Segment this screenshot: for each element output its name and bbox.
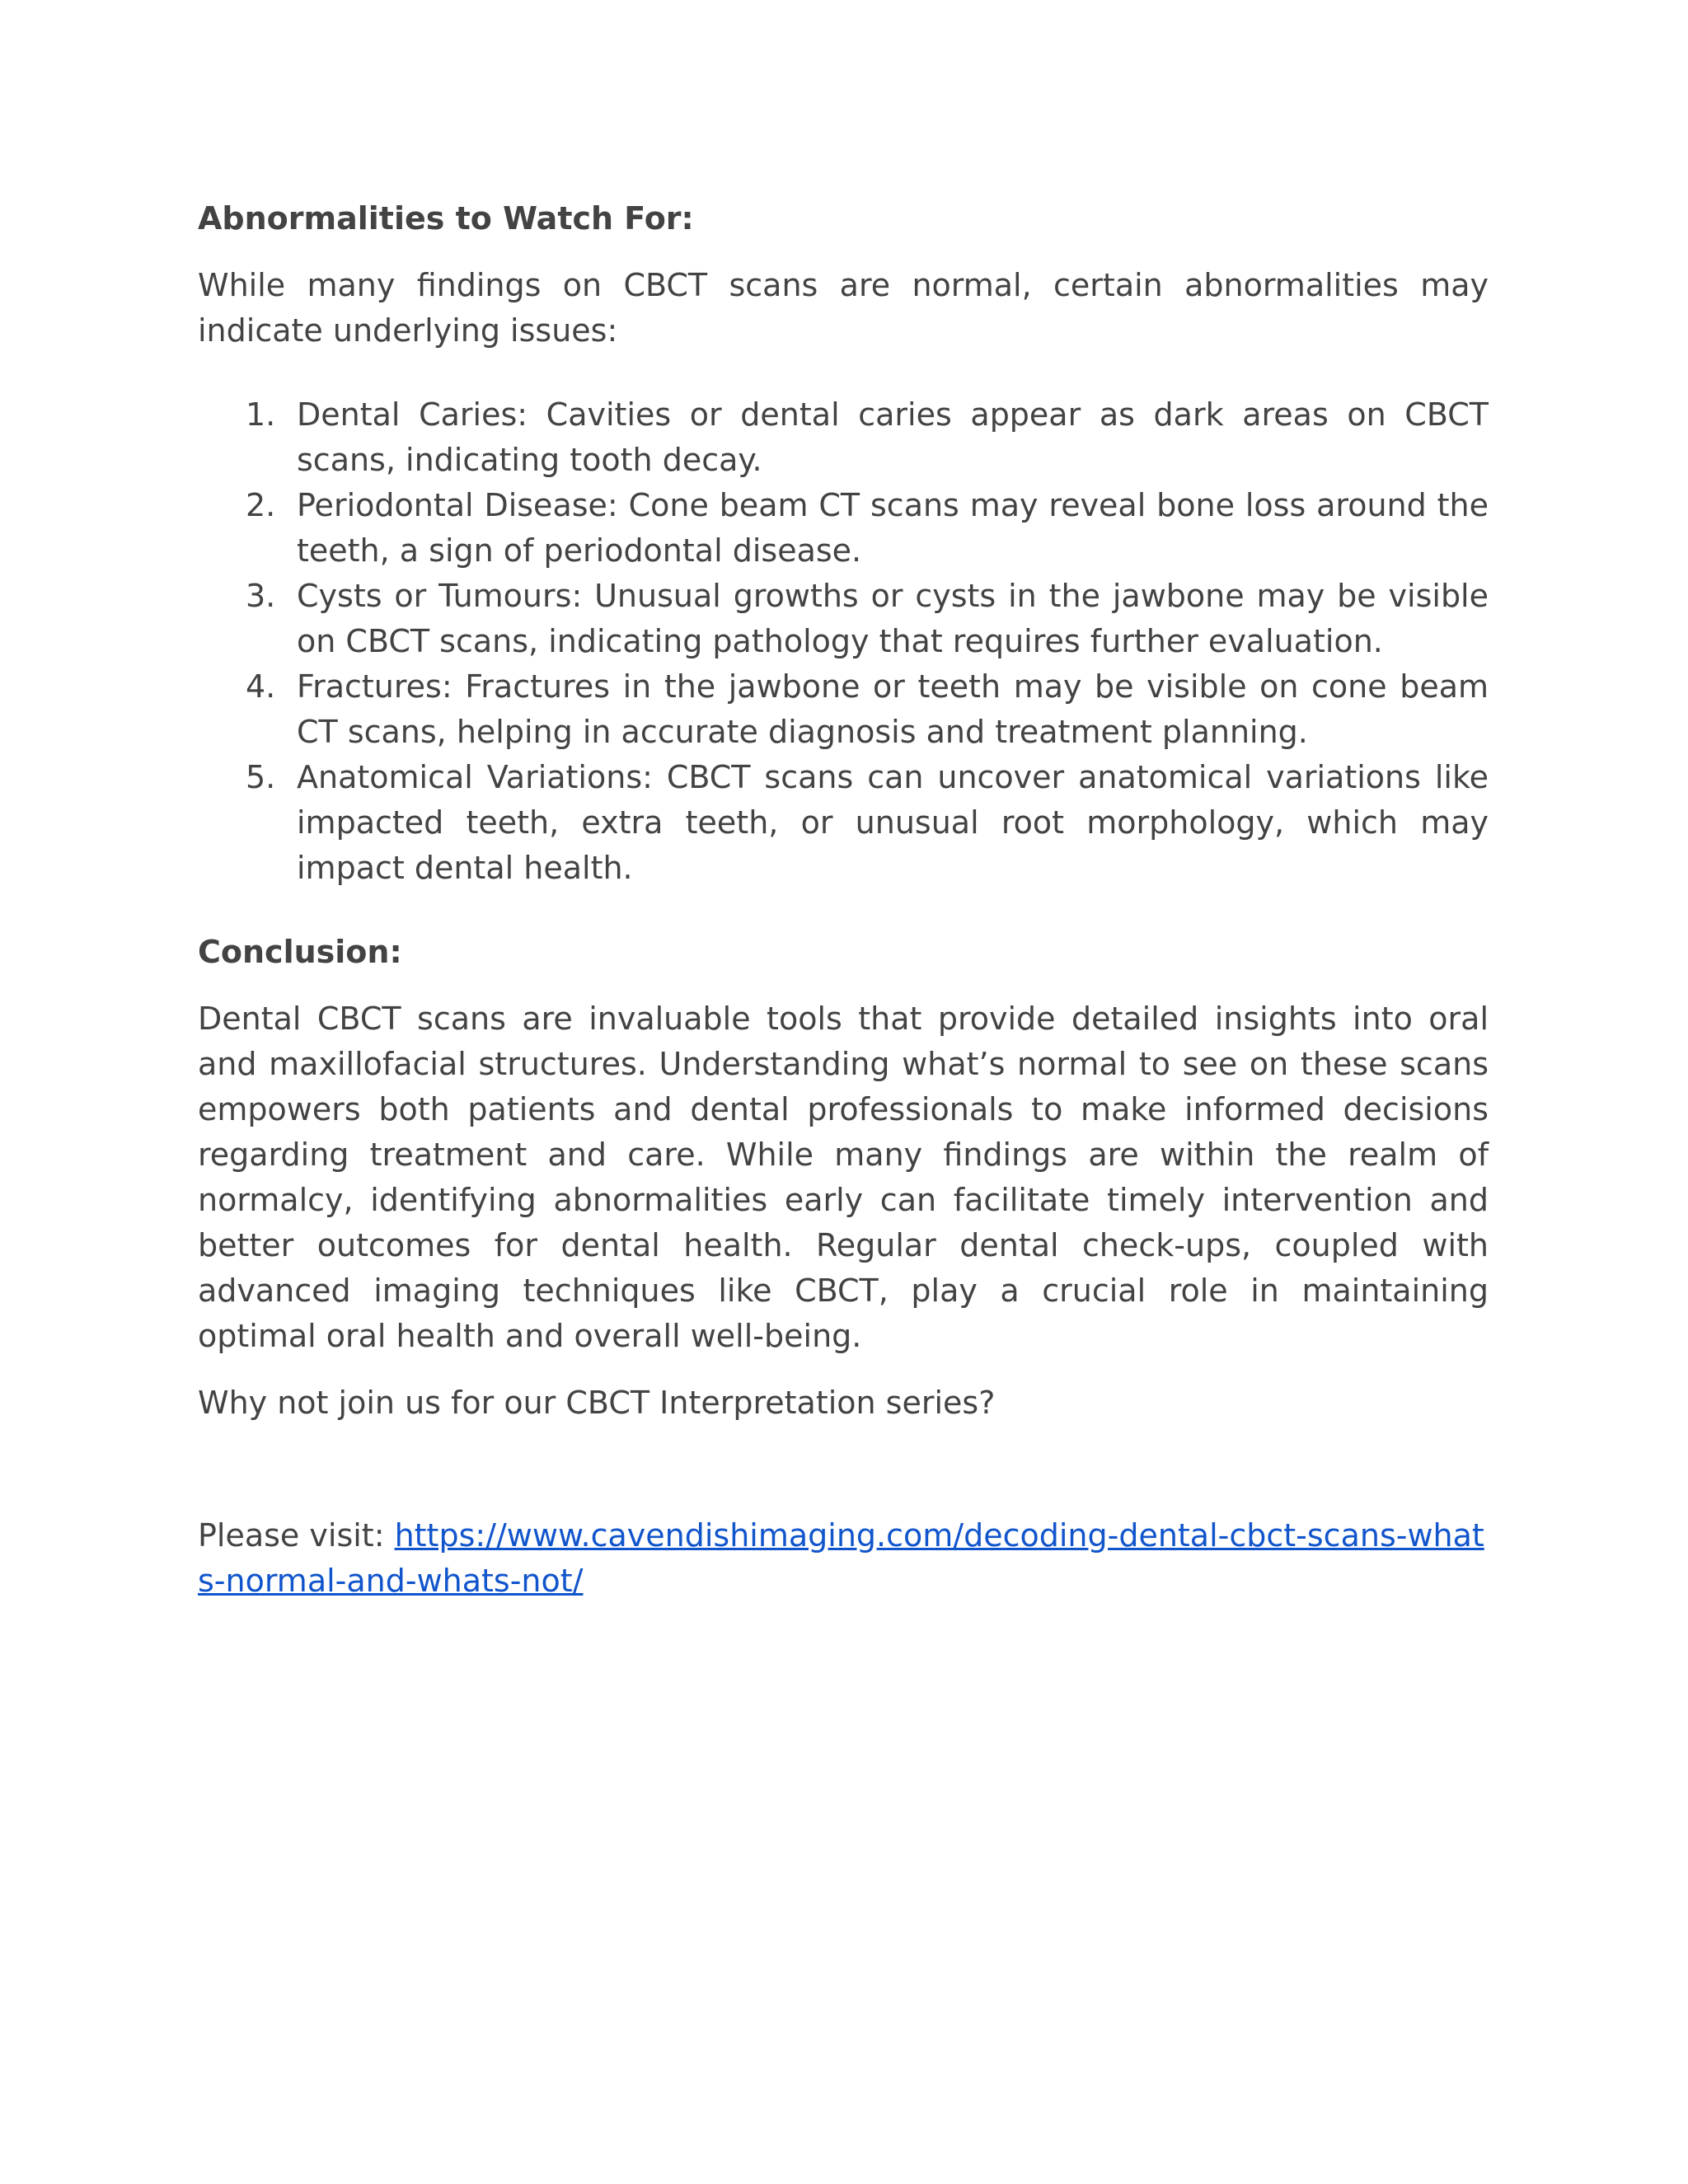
list-item-text: Fractures: Fractures in the jawbone or teeth may be visible on cone beam CT scans, helping in accurate diagnosis and treatment planning. (297, 668, 1489, 750)
list-item-text: Dental Caries: Cavities or dental caries appear as dark areas on CBCT scans, indicating tooth decay. (297, 396, 1489, 478)
list-item-number: 5. (246, 759, 276, 795)
list-item-text: Anatomical Variations: CBCT scans can uncover anatomical variations like impacted teeth, extra teeth, or unusual root morphology, which may impact dental health. (297, 759, 1489, 886)
list-item (198, 392, 1489, 483)
cta-question: Why not join us for our CBCT Interpretation series? (198, 1385, 996, 1421)
list-item-number: 1. (246, 396, 276, 433)
abnormalities-intro: While many findings on CBCT scans are normal, certain abnormalities may indicate underlying issues: (198, 267, 1489, 349)
list-item (198, 755, 1489, 891)
conclusion-text: Dental CBCT scans are invaluable tools that provide detailed insights into oral and maxillofacial structures. Understanding what’s normal to see on these scans empowers both patients and dental professionals to make informed decisions regarding treatment and care. While many findings are within the realm of normalcy, identifying abnormalities early can facilitate timely intervention and better outcomes for dental health. Regular dental check-ups, coupled with advanced imaging techniques like CBCT, play a crucial role in maintaining optimal oral health and overall well-being. (198, 1001, 1489, 1354)
document-page (198, 196, 1489, 1604)
list-item (198, 483, 1489, 574)
list-item (198, 664, 1489, 755)
abnormalities-heading: Abnormalities to Watch For: (198, 200, 694, 237)
list-item-number: 4. (246, 668, 276, 705)
list-item-number: 3. (246, 578, 276, 614)
conclusion-heading: Conclusion: (198, 934, 402, 970)
list-item-number: 2. (246, 487, 276, 523)
visit-link[interactable]: https://www.cavendishimaging.com/decoding-dental-cbct-scans-whats-normal-and-whats-not/ (198, 1517, 1484, 1599)
visit-label: Please visit: (198, 1517, 395, 1554)
list-item-text: Periodontal Disease: Cone beam CT scans may reveal bone loss around the teeth, a sign of periodontal disease. (297, 487, 1489, 569)
list-item (198, 574, 1489, 664)
list-item-text: Cysts or Tumours: Unusual growths or cysts in the jawbone may be visible on CBCT scans, indicating pathology that requires further evaluation. (297, 578, 1489, 659)
abnormalities-list (198, 392, 1489, 891)
visit-line (198, 1513, 1489, 1604)
